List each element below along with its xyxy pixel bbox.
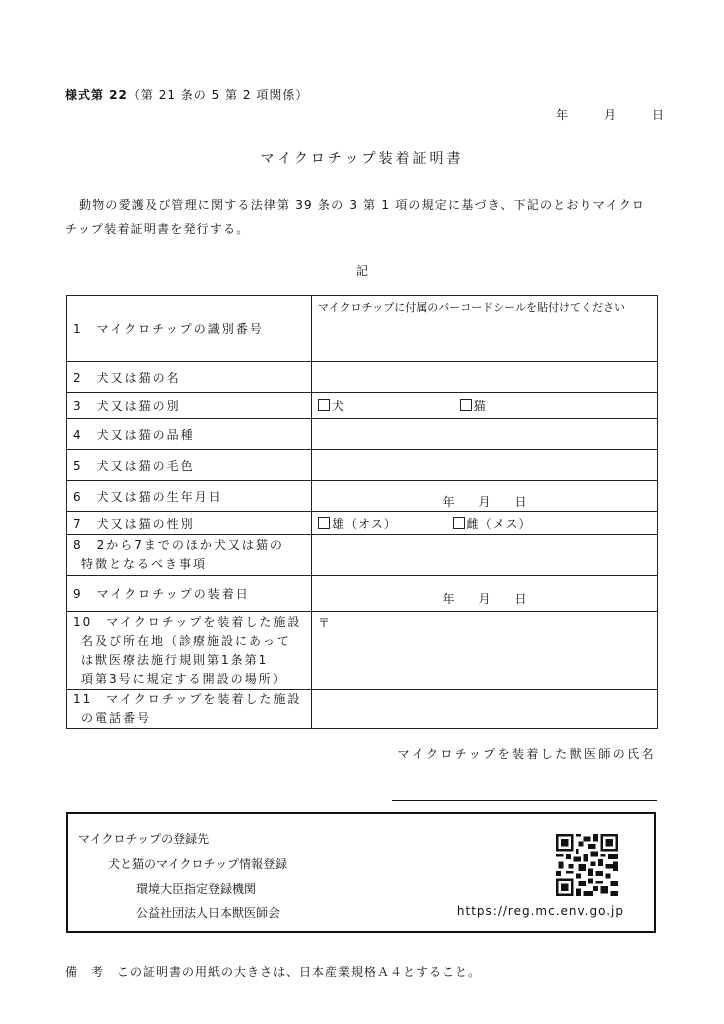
- table-row-birth-date: [67, 481, 658, 512]
- registry-agency: 環境大臣指定登録機関: [136, 882, 257, 896]
- label-sex: 7 犬又は猫の性別: [67, 512, 312, 535]
- animal-name-field[interactable]: [312, 362, 658, 393]
- form-number: [65, 86, 308, 103]
- species-dog-option[interactable]: [318, 399, 345, 413]
- issue-date: [556, 106, 664, 123]
- label-breed: 4 犬又は猫の品種: [67, 419, 312, 450]
- species-field: [312, 393, 658, 419]
- label-features: [67, 535, 312, 576]
- male-checkbox[interactable]: [318, 517, 330, 529]
- postal-mark: 〒: [318, 616, 332, 630]
- label-species: 3 犬又は猫の別: [67, 393, 312, 419]
- label-features-line2: 特徴となるべき事項: [81, 557, 208, 571]
- label-facility-phone: [67, 690, 312, 729]
- issue-date-month: 月: [604, 108, 617, 122]
- remarks-label: 備考: [65, 965, 118, 979]
- registry-organization: 公益社団法人日本獣医師会: [136, 906, 281, 920]
- label-features-line1: 8 2から7までのほか犬又は猫の: [73, 538, 284, 552]
- cat-checkbox[interactable]: [460, 399, 472, 411]
- qr-code-icon[interactable]: [556, 834, 618, 896]
- label-phone-line2: の電話番号: [81, 711, 152, 725]
- sex-female-option[interactable]: [453, 517, 532, 531]
- table-row-breed: [67, 419, 658, 450]
- label-coat-color: 5 犬又は猫の毛色: [67, 450, 312, 481]
- table-row-coat-color: [67, 450, 658, 481]
- features-field[interactable]: [312, 535, 658, 576]
- form-number-reference: （第 21 条の 5 第 2 項関係）: [127, 88, 309, 102]
- certificate-table: [66, 295, 658, 729]
- breed-field[interactable]: [312, 419, 658, 450]
- implant-date-field[interactable]: [312, 576, 658, 612]
- label-facility-line2: 名及び所在地（診療施設にあって: [81, 634, 291, 648]
- registry-url[interactable]: https://reg.mc.env.go.jp: [456, 904, 624, 918]
- female-label: 雌（メス）: [466, 516, 532, 531]
- document-title: マイクロチップ装着証明書: [260, 151, 464, 167]
- birth-date-field[interactable]: [312, 481, 658, 512]
- registry-name: 犬と猫のマイクロチップ情報登録: [108, 857, 288, 871]
- label-phone-line1: 11 マイクロチップを装着した施設: [73, 692, 302, 706]
- implant-year-label: 年: [442, 592, 455, 606]
- vet-name-label: マイクロチップを装着した獣医師の氏名: [397, 747, 656, 761]
- table-row-facility-phone: [67, 690, 658, 729]
- table-row-name: [67, 362, 658, 393]
- registry-heading: マイクロチップの登録先: [78, 832, 210, 846]
- table-row-implant-date: [67, 576, 658, 612]
- table-row-sex: [67, 512, 658, 535]
- species-cat-option[interactable]: [460, 399, 487, 413]
- cat-label: 猫: [473, 399, 487, 413]
- form-number-main: 様式第 22: [65, 88, 128, 102]
- label-birth-date: 6 犬又は猫の生年月日: [67, 481, 312, 512]
- label-facility-line1: 10 マイクロチップを装着した施設: [73, 615, 302, 629]
- implant-day-label: 日: [514, 592, 527, 606]
- birth-day-label: 日: [514, 494, 527, 509]
- registry-box: [66, 812, 656, 933]
- facility-phone-field[interactable]: [312, 690, 658, 729]
- label-facility-address: [67, 612, 312, 690]
- label-facility-line3: は獣医療法施行規則第1条第1: [81, 653, 269, 667]
- sex-male-option[interactable]: [318, 517, 397, 531]
- label-microchip-id: 1 マイクロチップの識別番号: [67, 296, 312, 362]
- issue-date-day: 日: [652, 108, 665, 122]
- dog-label: 犬: [332, 399, 346, 413]
- vet-signature-line[interactable]: [392, 800, 657, 801]
- female-checkbox[interactable]: [453, 517, 465, 529]
- table-row-facility-address: [67, 612, 658, 690]
- facility-address-field[interactable]: [312, 612, 658, 690]
- sex-field: [312, 512, 658, 535]
- table-row-features: [67, 535, 658, 576]
- barcode-sticker-area[interactable]: マイクロチップに付属のバーコードシールを貼付けてください: [312, 296, 658, 362]
- dog-checkbox[interactable]: [318, 399, 330, 411]
- label-facility-line4: 項第3号に規定する開設の場所）: [81, 672, 287, 686]
- male-label: 雄（オス）: [332, 516, 397, 531]
- intro-paragraph: 動物の愛護及び管理に関する法律第 39 条の 3 第 1 項の規定に基づき、下記のとおりマイクロチップ装着証明書を発行する。: [65, 198, 646, 236]
- remarks-text: この証明書の用紙の大きさは、日本産業規格Ａ４とすること。: [117, 965, 482, 979]
- coat-color-field[interactable]: [312, 450, 658, 481]
- table-row-species: [67, 393, 658, 419]
- ki-heading: 記: [355, 264, 368, 278]
- table-row-microchip-id: [67, 296, 658, 362]
- label-animal-name: 2 犬又は猫の名: [67, 362, 312, 393]
- remarks: [65, 963, 481, 980]
- birth-year-label: 年: [442, 494, 455, 509]
- label-implant-date: 9 マイクロチップの装着日: [67, 576, 312, 612]
- implant-month-label: 月: [478, 592, 491, 606]
- issue-date-year: 年: [556, 108, 569, 122]
- birth-month-label: 月: [478, 494, 491, 509]
